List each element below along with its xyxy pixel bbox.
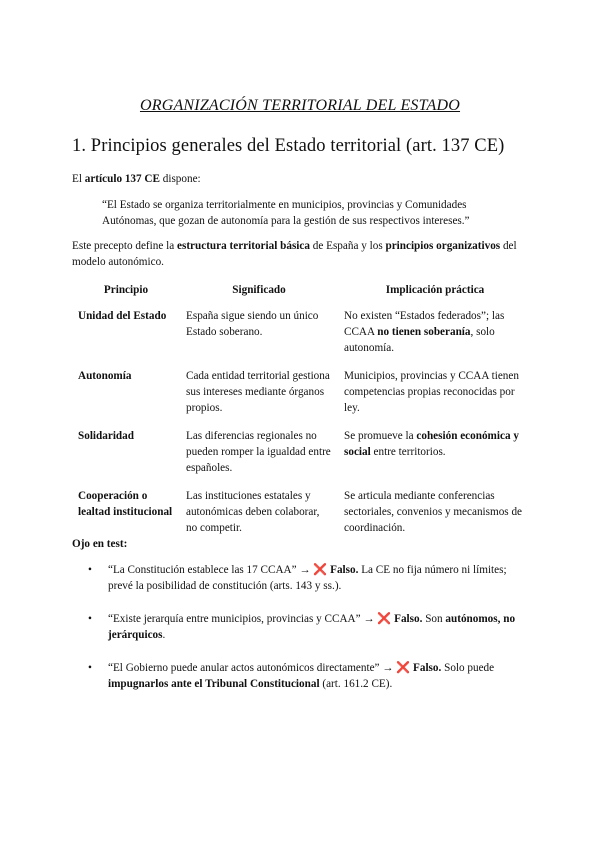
implication-cell: Se promueve la cohesión económica y social entre territorios. [344, 430, 519, 458]
test-tips-list [72, 562, 532, 692]
table-row [72, 368, 532, 428]
cross-mark-icon: ❌ [396, 662, 411, 674]
principle-cell: Solidaridad [78, 430, 134, 442]
implication-cell: Se articula mediante conferencias sectoriales, convenios y mecanismos de coordinación. [344, 490, 523, 534]
list-item: • “La Constitución establece las 17 CCAA” → ❌ Falso. La CE no fija número ni límites; prevé la posibilidad de constitución (arts. 143 y ss.). [72, 562, 532, 594]
principle-cell: Unidad del Estado [78, 310, 167, 322]
meaning-cell: Las diferencias regionales no pueden romper la igualdad entre españoles. [186, 430, 331, 474]
meaning-cell: Las instituciones estatales y autonómicas deben colaborar, no competir. [186, 490, 320, 534]
definition-paragraph: Este precepto define la estructura territorial básica de España y los principios organizativos del modelo autonómico. [72, 240, 517, 268]
table-header-row [72, 282, 532, 308]
table-row [72, 308, 532, 368]
document-title: ORGANIZACIÓN TERRITORIAL DEL ESTADO [139, 97, 461, 114]
implication-cell: Municipios, provincias y CCAA tienen competencias propias reconocidas por ley. [344, 370, 519, 414]
principle-cell: Autonomía [78, 370, 132, 382]
column-header: Significado [232, 284, 286, 296]
implication-cell: No existen “Estados federados”; las CCAA no tienen soberanía, solo autonomía. [344, 310, 505, 354]
article-quote: “El Estado se organiza territorialmente en municipios, provincias y Comunidades Autónomas, que gozan de autonomía para la gestión de sus respectivos intereses.” [102, 199, 470, 227]
principle-cell: Cooperación o lealtad institucional [78, 490, 173, 518]
meaning-cell: Cada entidad territorial gestiona sus intereses mediante órganos propios. [186, 370, 330, 414]
list-item: • “El Gobierno puede anular actos autonómicos directamente” → ❌ Falso. Solo puede impugnarlos ante el Tribunal Constitucional (art. 161.2 CE). [72, 660, 532, 692]
article-reference: artículo 137 CE [84, 173, 160, 185]
cross-mark-icon: ❌ [377, 613, 392, 625]
meaning-cell: España sigue siendo un único Estado soberano. [186, 310, 319, 338]
table-row [72, 428, 532, 488]
test-tips-heading: Ojo en test: [72, 538, 128, 550]
intro-paragraph: El artículo 137 CE dispone: [72, 173, 201, 185]
section-heading: 1. Principios generales del Estado territorial (art. 137 CE) [72, 136, 505, 156]
table-row [72, 488, 532, 548]
list-item: • “Existe jerarquía entre municipios, provincias y CCAA” → ❌ Falso. Son autónomos, no jerárquicos. [72, 611, 532, 643]
principles-table [72, 282, 532, 548]
column-header: Implicación práctica [385, 284, 485, 296]
cross-mark-icon: ❌ [313, 564, 328, 576]
column-header: Principio [103, 284, 149, 296]
